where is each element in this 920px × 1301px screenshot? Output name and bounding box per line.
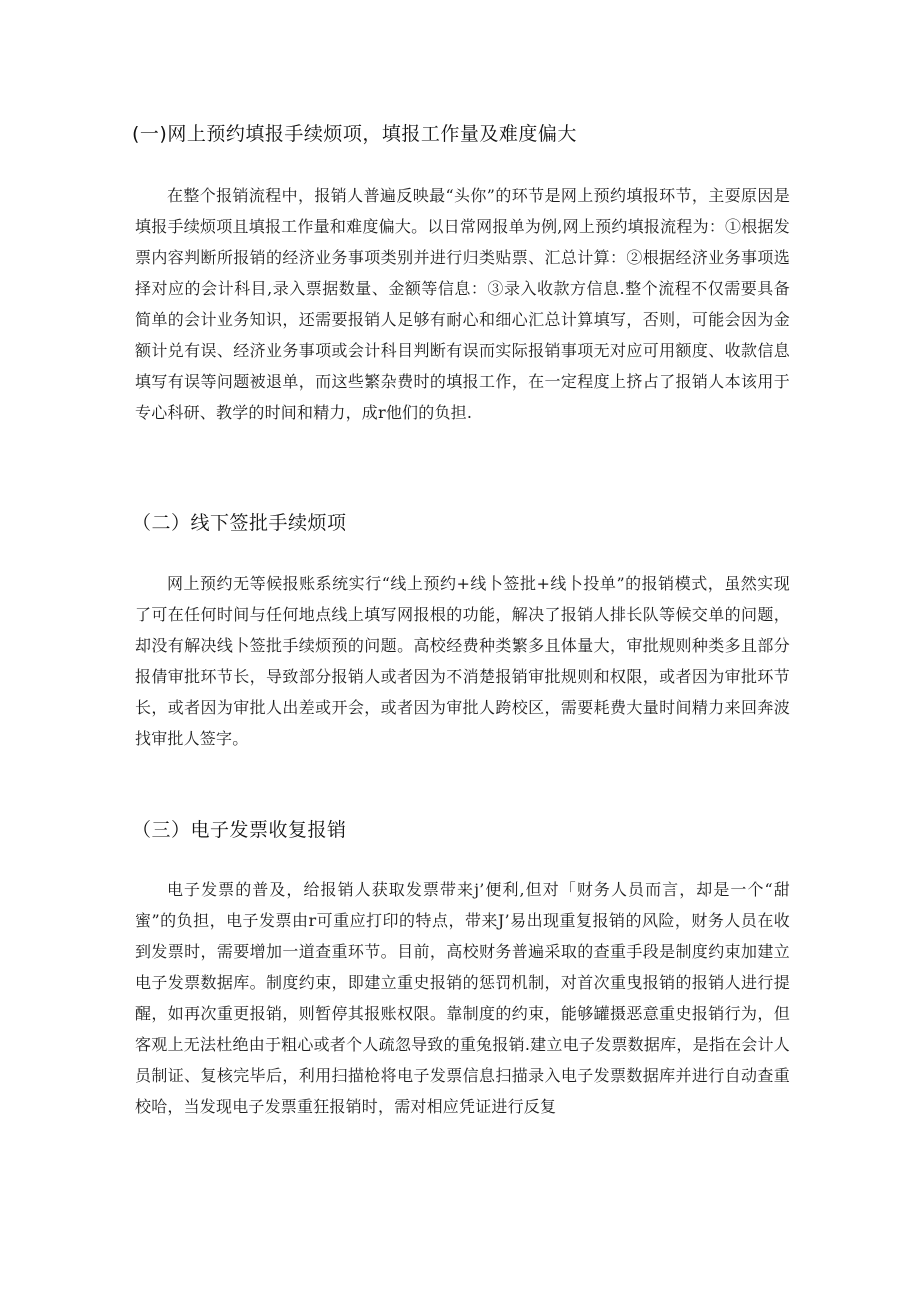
section-paragraph-3: 电子发票的普及，给报销人获取发票带来j’便利,但对「财务人员而言，却是一个“甜蜜”的负担，电子发票由r可重应打印的特点，带来J’易出现重复报销的风险，财务人员在收到发票时，需要增加一道查重环节。目前，高校财务普遍采取的查重手段是制度约束加建立电子发票数据库。制度约束，即建立重史报销的惩罚机制，对首次重曳报销的报销人进行提醒，如再次重更报销，则暂停其报账权限。靠制度的约束，能够罐摄恶意重史报销行为，但客观上无法杜绝由于粗心或者个人疏忽导致的重兔报销.建立电子发票数据库，是指在会计人员制证、复核完毕后，利用扫描枪将电子发票信息扫描录入电子发票数据库并进行自动查重校哈，当发现电子发票重狂报销时，需对相应凭证进行反复 xyxy=(135,880,790,1116)
section-heading-3: （三）电子发票收复报销 xyxy=(132,819,347,841)
section-paragraph-1: 在整个报销流程中，报销人普遍反映最“头你”的环节是网上预约填报环节，主耍原因是填报手续烦项且填报工作量和难度偏大。以日常网报单为例,网上预约填报流程为：①根据发票内容判断所报销的经济业务事项类别并进行归类贴票、汇总计算：②根据经济业务事项选择对应的会计科目,录入票据数量、金额等信息：③录入收款方信息.整个流程不仅需要具备简单的会计业务知识，还需要报销人足够有耐心和细心汇总计算填写，否则，可能会因为金额计兑有误、经济业务事项或会计科目判断有误而实际报销事项无对应可用额度、收款信息填写有误等问题被退单，而这些繁杂费时的填报工作，在一定程度上挤占了报销人本该用于专心科研、教学的时间和精力，成r他们的负担. xyxy=(135,186,790,422)
section-heading-1: (一)网上预约填报手续烦项，填报工作量及难度偏大 xyxy=(132,123,577,145)
section-heading-2: （二）线下签批手续烦项 xyxy=(132,512,347,534)
section-paragraph-2: 网上预约无等候报账系统实行“线上预约+线卜签批+线卜投单”的报销模式，虽然实现了可在任何时间与任何地点线上填写网报根的功能，解决了报销人排长队等候交单的问题，却没有解决线卜签批手续烦预的问题。高校经费种类繁多且体量大，审批规则种类多且部分报倩审批环节长，导致部分报销人或者因为不消楚报销审批规则和权限，或者因为审批环节长，或者因为审批人出差或开会，或者因为审批人跨校区，需要耗费大量时间精力来回奔波找审批人签字。 xyxy=(135,574,790,748)
